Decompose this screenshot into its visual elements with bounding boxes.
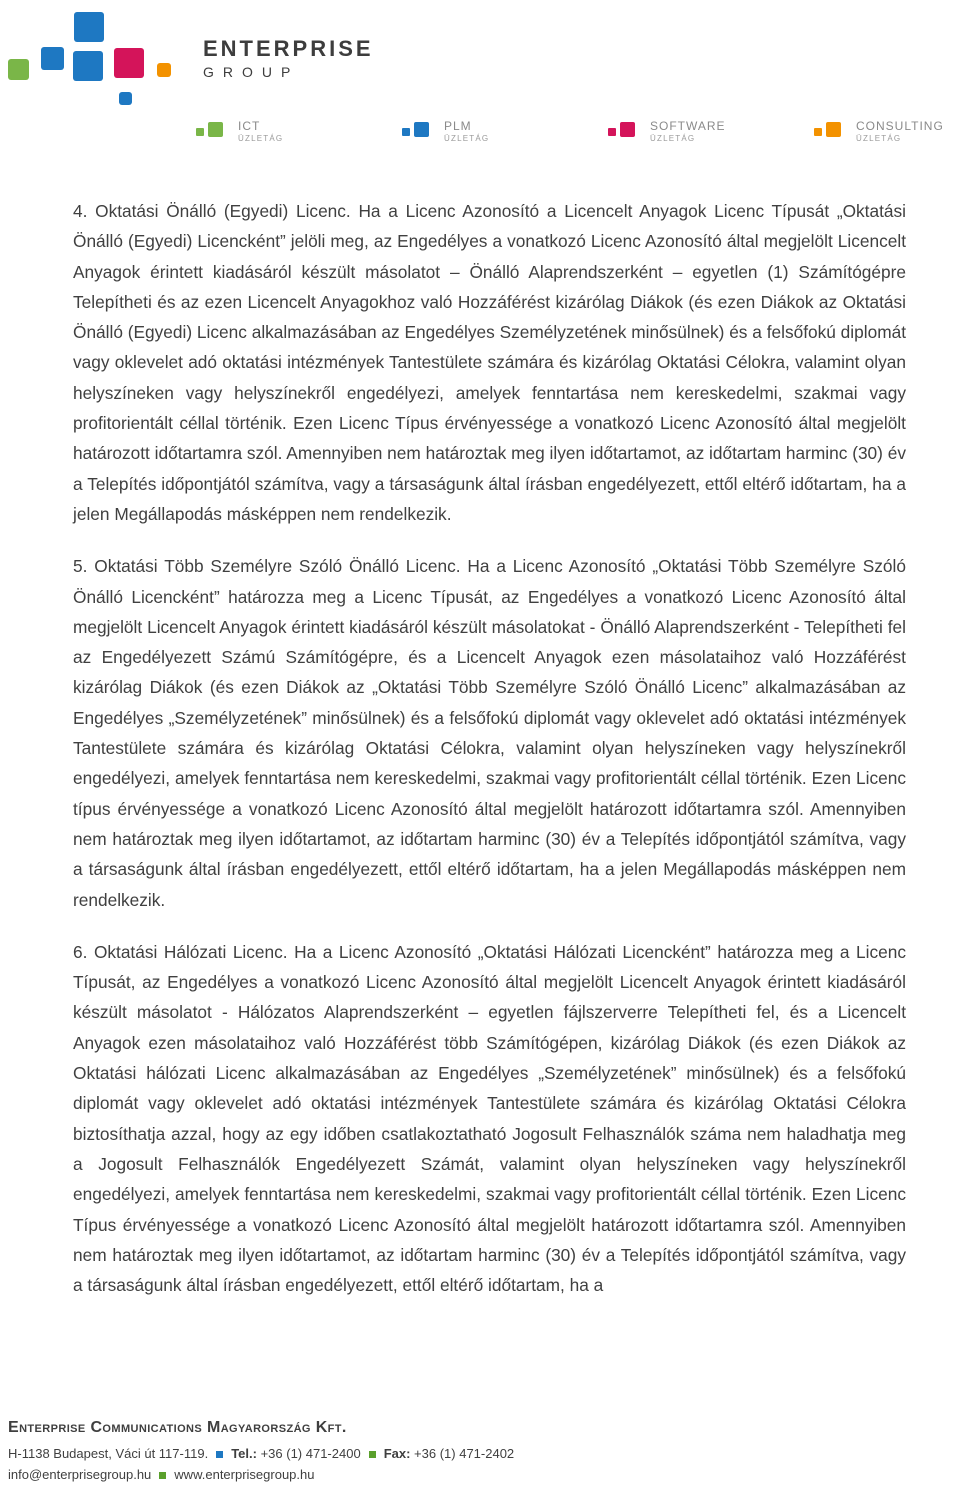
- square-icon: [620, 122, 635, 137]
- bullet-icon: [369, 1451, 376, 1458]
- tel-number: +36 (1) 471-2400: [260, 1446, 361, 1461]
- bullet-icon: [159, 1472, 166, 1479]
- fax-label: Fax:: [383, 1446, 411, 1461]
- address: H-1138 Budapest, Váci út 117-119.: [8, 1446, 209, 1461]
- paragraph-5: 5. Oktatási Több Személyre Szóló Önálló Licenc. Ha a Licenc Azonosító „Oktatási Több Személyre Szóló Önálló Licencként” határozza meg a Licenc Típusát, az Engedélyes a vonatkozó Licenc Azonosító által megjelölt Licencelt Anyagok érintett kiadásáról készült másolatokat - Önálló Alaprendszerként - Telepítheti fel az Engedélyezett Számú Számítógépre, és a Licencelt Anyagok ezen másolataihoz való Hozzáférést kizárólag Diákok (és ezen Diákok az „Oktatási Több Személyre Szóló Önálló Licenc” alkalmazásában az Engedélyes „Személyzetének” minősülnek) és a felsőfokú diplomát vagy oklevelet adó oktatási intézmények Tantestülete számára és kizárólag Oktatási Célokra, valamint olyan helyszíneken vagy helyszínekről engedélyezi, amelyek fenntartása nem kereskedelmi, szakmai vagy profitorientált céllal történik. Ezen Licenc típus érvényessége a vonatkozó Licenc Azonosító által megjelölt határozott időtartamra szól. Amennyiben nem határoztak meg ilyen időtartamot, az időtartam harminc (30) év a Telepítés időpontjától számítva, vagy a társaságunk által írásban engedélyezett, ettől eltérő időtartam, ha a jelen Megállapodás másképpen nem rendelkezik.: [73, 556, 906, 910]
- square-icon: [196, 128, 204, 136]
- square-icon: [608, 128, 616, 136]
- enterprise-logo-icon: [0, 0, 200, 115]
- division-bar: ICT ÜZLETÁG PLM ÜZLETÁG SOFTWARE ÜZLETÁG CONSULTING ÜZLETÁG: [196, 118, 960, 148]
- square-icon: [208, 122, 223, 137]
- brand-group: GROUP: [203, 64, 300, 80]
- paragraph-6: 6. Oktatási Hálózati Licenc. Ha a Licenc Azonosító „Oktatási Hálózati Licencként” határozza meg a Licenc Típusát, az Engedélyes a vonatkozó Licenc Azonosító által megjelölt Licencelt Anyagok érintett kiadásáról készült másolatot - Hálózatos Alaprendszerként – egyetlen fájlszerverre Telepítheti fel, és a Licencelt Anyagok ezen másolataihoz való Hozzáférést több Számítógépen, kizárólag Diákok (és ezen Diákok az Oktatási hálózati Licenc alkalmazásában az Engedélyes „Személyzetének” minősülnek) és a felsőfokú diplomát vagy oklevelet adó oktatási intézmények Tantestülete számára és kizárólag Oktatási Célokra biztosíthatja azzal, hogy az egy időben csatlakoztatható Jogosult Felhasználók száma nem haladhatja meg a Jogosult Felhasználók Engedélyezett Számát, valamint olyan helyszíneken vagy helyszínekről engedélyezi, amelyek fenntartása nem kereskedelmi, szakmai vagy profitorientált céllal történik. Ezen Licenc Típus érvényessége a vonatkozó Licenc Azonosító által megjelölt határozott időtartamra szól. Amennyiben nem határoztak meg ilyen időtartamot, az időtartam harminc (30) év a Telepítés időpontjától számítva, vagy a társaságunk által írásban engedélyezett, ettől eltérő időtartam, ha a: [73, 941, 906, 1296]
- company-name: Enterprise Communications Magyarország Kft.: [8, 1419, 347, 1436]
- square-icon: [402, 128, 410, 136]
- square-icon: [826, 122, 841, 137]
- square-icon: [814, 128, 822, 136]
- contact-row: [8, 1443, 948, 1464]
- website-link[interactable]: www.enterprisegroup.hu: [174, 1467, 315, 1482]
- footer: [8, 1419, 948, 1485]
- bullet-icon: [216, 1451, 223, 1458]
- square-icon: [414, 122, 429, 137]
- tel-label: Tel.:: [231, 1446, 257, 1461]
- fax-number: +36 (1) 471-2402: [414, 1446, 515, 1461]
- brand-name: ENTERPRISE: [203, 36, 374, 61]
- paragraph-4: 4. Oktatási Önálló (Egyedi) Licenc. Ha a Licenc Azonosító a Licencelt Anyagok Licenc Típusát „Oktatási Önálló (Egyedi) Licencként” jelöli meg, az Engedélyes a vonatkozó Licenc Azonosító által megjelölt Licencelt Anyagok érintett kiadásáról készült másolatot – Önálló Alaprendszerként – egyetlen (1) Számítógépre Telepítheti és az ezen Licencelt Anyagokhoz való Hozzáférést kizárólag Diákok (és ezen Diákok az Oktatási Önálló (Egyedi) Licenc alkalmazásában az Engedélyes Személyzetének minősülnek) és a felsőfokú diplomát vagy oklevelet adó oktatási intézmények Tantestülete számára és kizárólag Oktatási Célokra, valamint olyan helyszíneken vagy helyszínekről engedélyezi, amelyek fenntartása nem kereskedelmi, szakmai vagy profitorientált céllal történik. Ezen Licenc Típus érvényessége a vonatkozó Licenc Azonosító által megjelölt határozott időtartamra szól. Amennyiben nem határoztak meg ilyen időtartamot, az időtartam harminc (30) év a Telepítés időpontjától számítva, vagy a társaságunk által írásban engedélyezett, ettől eltérő időtartam, ha a jelen Megállapodás másképpen nem rendelkezik.: [73, 201, 906, 524]
- web-row: [8, 1464, 948, 1485]
- document-body: [73, 196, 906, 1322]
- email-link[interactable]: info@enterprisegroup.hu: [8, 1467, 152, 1482]
